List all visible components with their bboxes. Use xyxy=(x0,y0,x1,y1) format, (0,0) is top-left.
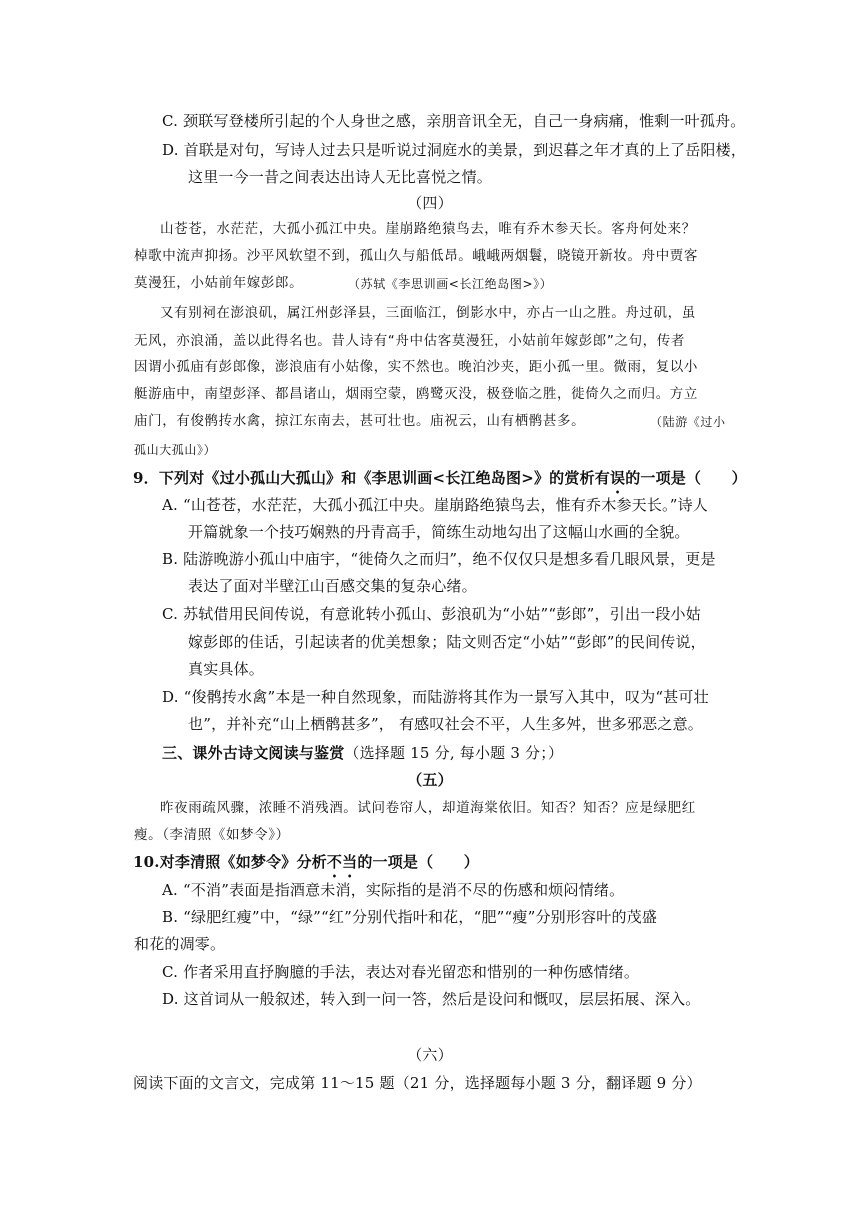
section-4-prose-line2: 无风，亦浪涌，盖以此得名也。昔人诗有“舟中估客莫漫狂，小姑前年嫁彭郎”之句，传者 xyxy=(134,333,685,349)
q10-stem-answer-slot: 的一项是（ ） xyxy=(357,853,479,871)
q8-option-d-line1: D. 首联是对句，写诗人过去只是听说过洞庭水的美景，到迟暮之年才真的上了岳阳楼， xyxy=(162,141,747,159)
q9-option-b-line1: B. 陆游晚游小孤山中庙宇，“徙倚久之而归”，绝不仅仅只是想多看几眼风景，更是 xyxy=(162,550,716,568)
q9-option-d-line2: 也”，并补充“山上栖鹘甚多”， 有感叹社会不平，人生多舛，世多邪恶之意。 xyxy=(188,715,703,733)
q9-stem-text: 9．下列对《过小孤山大孤山》和《李思训画<长江绝岛图>》的赏析有 xyxy=(133,469,610,487)
section-4-prose-line1: 又有别祠在澎浪矶，属江州彭泽县，三面临江，倒影水中，亦占一山之胜。舟过矶，虽 xyxy=(160,305,696,321)
q9-option-a-line2: 开篇就象一个技巧娴熟的丹青高手，简练生动地勾出了这幅山水画的全貌。 xyxy=(188,523,690,541)
q10-stem xyxy=(133,851,479,881)
section-6-heading: （六） xyxy=(407,1046,453,1064)
q9-option-d-line1: D. “俊鹘抟水禽”本是一种自然现象，而陆游将其作为一景写入其中，叹为“甚可壮 xyxy=(162,688,709,706)
section-4-prose-source-1: （陆游《过小 xyxy=(650,415,726,429)
section-3-title-line xyxy=(162,742,563,764)
q9-stem-answer-slot: 的一项是（ ） xyxy=(625,469,747,487)
q10-stem-text: 10.对李清照《如梦令》分析 xyxy=(133,853,327,871)
q10-option-b-line1: B. “绿肥红瘦”中，“绿”“红”分别代指叶和花，“肥”“瘦”分别形容叶的茂盛 xyxy=(162,908,658,926)
q10-stem-emphasis: 不当 xyxy=(326,853,358,871)
q9-stem-emphasis: 误 xyxy=(609,469,626,487)
q9-option-c-line2: 嫁彭郎的佳话，引起读者的优美想象；陆文则否定“小姑”“彭郎”的民间传说， xyxy=(188,633,706,651)
section-3-note: （选择题 15 分, 每小题 3 分；） xyxy=(344,744,564,762)
q10-option-a: A. “不消”表面是指酒意未消，实际指的是消不尽的伤感和烦闷情绪。 xyxy=(162,881,625,899)
section-4-poem-line1: 山苍苍，水茫茫，大孤小孤江中央。崖崩路绝猿鸟去，唯有乔木参天长。客舟何处来？ xyxy=(160,221,696,237)
q10-option-d: D. 这首词从一般叙述，转入到一问一答，然后是设问和慨叹，层层拓展、深入。 xyxy=(162,990,701,1008)
section-5-poem-line1: 昨夜雨疏风骤，浓睡不消残酒。试问卷帘人，却道海棠依旧。知否？知否？应是绿肥红 xyxy=(160,800,696,816)
q9-option-a-line1: A. “山苍苍，水茫茫，大孤小孤江中央。崖崩路绝猿鸟去，惟有乔木参天长。”诗人 xyxy=(162,496,709,514)
section-4-prose-line5: 庙门，有俊鹘抟水禽，掠江东南去，甚可壮也。庙祝云，山有栖鹘甚多。 xyxy=(134,413,586,429)
section-4-heading: （四） xyxy=(407,194,453,212)
section-5-heading: （五） xyxy=(407,771,453,789)
q9-option-c-line3: 真实具体。 xyxy=(188,660,265,678)
section-4-poem-line2: 棹歌中流声抑扬。沙平风软望不到，孤山久与船低昂。峨峨两烟鬟，晓镜开新妆。舟中贾客 xyxy=(134,248,698,264)
section-4-prose-line4: 艇游庙中，南望彭泽、都昌诸山，烟雨空蒙，鸥鹭灭没，极登临之胜，徙倚久之而归。方立 xyxy=(134,386,698,402)
section-4-poem-source: （苏轼《李思训画<长江绝岛图>》） xyxy=(348,277,553,291)
section-4-poem-line3: 莫漫狂，小姑前年嫁彭郎。 xyxy=(134,275,304,291)
q10-option-c: C. 作者采用直抒胸臆的手法，表达对春光留恋和惜别的一种伤感情绪。 xyxy=(162,963,640,981)
q9-option-c-line1: C. 苏轼借用民间传说，有意讹转小孤山、彭浪矶为“小姑”“彭郎”，引出一段小姑 xyxy=(162,605,701,623)
section-4-prose-source-2: 孤山大孤山》） xyxy=(134,443,217,457)
section-4-prose-line3: 因谓小孤庙有彭郎像，澎浪庙有小姑像，实不然也。晚泊沙夹，距小孤一里。微雨，复以小 xyxy=(134,359,698,375)
q10-option-b-line2: 和花的凋零。 xyxy=(134,935,226,953)
q9-stem xyxy=(133,467,747,497)
q9-option-b-line2: 表达了面对半壁江山百感交集的复杂心绪。 xyxy=(188,577,477,595)
q8-option-c: C. 颈联写登楼所引起的个人身世之感，亲朋音讯全无，自己一身病痛，惟剩一叶孤舟。 xyxy=(162,112,746,130)
q8-option-d-line2: 这里一今一昔之间表达出诗人无比喜悦之情。 xyxy=(188,168,493,186)
section-5-poem-line2: 瘦。（李清照《如梦令》） xyxy=(134,827,290,843)
section-6-intro: 阅读下面的文言文，完成第 11～15 题（21 分，选择题每小题 3 分，翻译题 9 分） xyxy=(133,1074,702,1092)
section-3-title: 三、课外古诗文阅读与鉴赏 xyxy=(162,744,345,762)
